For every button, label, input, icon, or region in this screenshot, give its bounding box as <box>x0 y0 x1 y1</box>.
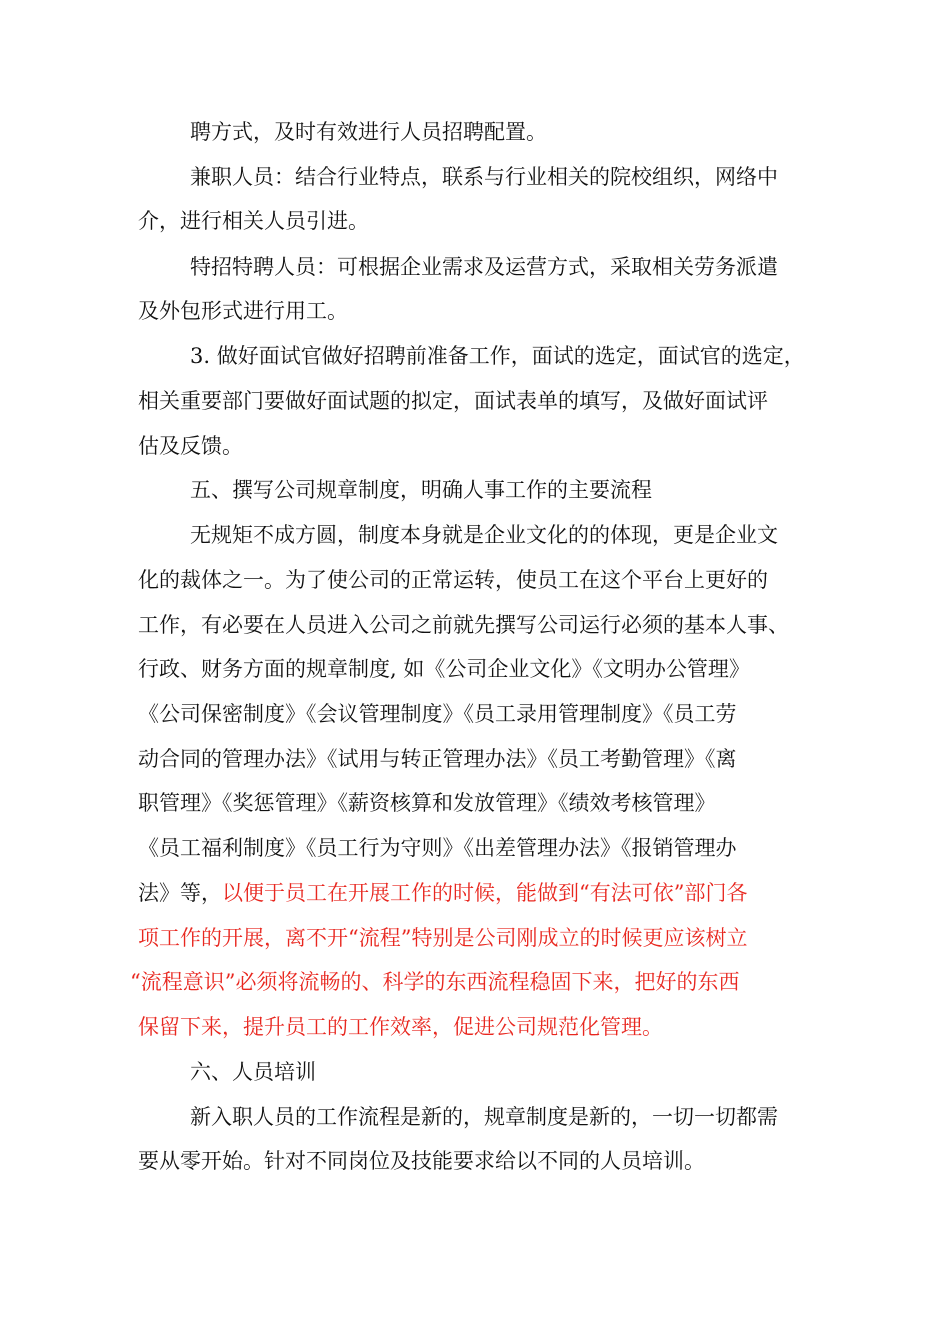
text-line: 动合同的管理办法》《试用与转正管理办法》《员工考勤管理》《离 <box>138 747 737 771</box>
text-line <box>138 878 747 908</box>
text-line: 要从零开始。针对不同岗位及技能要求给以不同的人员培训。 <box>138 1149 705 1173</box>
text-line: 化的裁体之一。为了使公司的正常运转，使员工在这个平台上更好的 <box>138 568 768 592</box>
text-line: 特招特聘人员：可根据企业需求及运营方式，采取相关劳务派遣 <box>190 255 778 279</box>
text-line: 《员工福利制度》《员工行为守则》《出差管理办法》《报销管理办 <box>138 836 737 860</box>
text-line: 3. 做好面试官做好招聘前准备工作，面试的选定，面试官的选定， <box>190 344 805 368</box>
text-line: 介，进行相关人员引进。 <box>138 209 369 233</box>
text-line: 行政、财务方面的规章制度, 如《公司企业文化》《文明办公管理》 <box>138 657 750 681</box>
text-line: 职管理》《奖惩管理》《薪资核算和发放管理》《绩效考核管理》 <box>138 791 716 815</box>
text-line: 新入职人员的工作流程是新的，规章制度是新的，一切一切都需 <box>190 1105 778 1129</box>
highlighted-text: 保留下来，提升员工的工作效率，促进公司规范化管理。 <box>138 1015 663 1039</box>
highlighted-text: “流程意识”必须将流畅的、科学的东西流程稳固下来，把好的东西 <box>130 970 740 994</box>
text-line: 估及反馈。 <box>138 434 243 458</box>
text-line: 相关重要部门要做好面试题的拟定，面试表单的填写，及做好面试评 <box>138 389 768 413</box>
text-line: 《公司保密制度》《会议管理制度》《员工录用管理制度》《员工劳 <box>138 702 737 726</box>
section-heading: 五、撰写公司规章制度，明确人事工作的主要流程 <box>190 478 652 502</box>
text-line: 聘方式，及时有效进行人员招聘配置。 <box>190 120 547 144</box>
text-segment: 法》等， <box>138 881 222 905</box>
text-line: 无规矩不成方圆，制度本身就是企业文化的的体现，更是企业文 <box>190 523 778 547</box>
highlighted-text: 以便于员工在开展工作的时候，能做到“有法可依”部门各 <box>222 881 748 905</box>
highlighted-text: 项工作的开展，离不开“流程”特别是公司刚成立的时候更应该树立 <box>138 926 748 950</box>
text-line: 及外包形式进行用工。 <box>138 299 348 323</box>
section-heading: 六、人员培训 <box>190 1060 316 1084</box>
text-line: 兼职人员：结合行业特点，联系与行业相关的院校组织，网络中 <box>190 165 778 189</box>
text-line: 工作，有必要在人员进入公司之前就先撰写公司运行必须的基本人事、 <box>138 613 789 637</box>
